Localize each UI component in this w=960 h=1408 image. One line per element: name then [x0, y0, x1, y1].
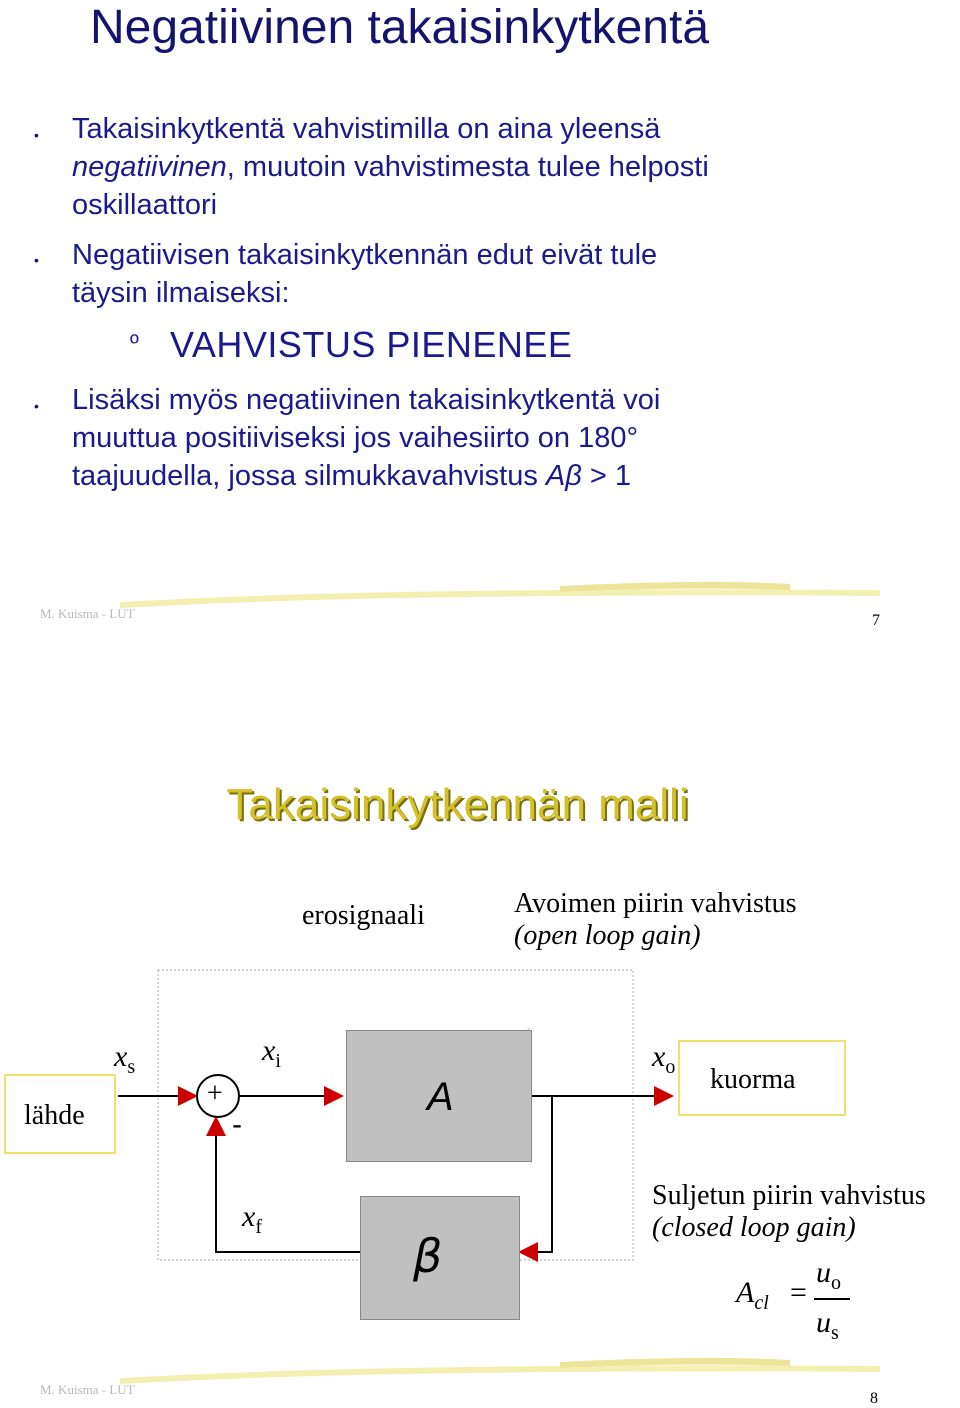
beta-symbol: β [413, 1229, 443, 1283]
formula-numerator [816, 1256, 841, 1295]
bullet-1 [72, 110, 932, 224]
formula-lhs-sub: cl [754, 1292, 769, 1314]
formula-den-symbol: u [816, 1306, 831, 1339]
label-closed-loop-line-2: (closed loop gain) [652, 1212, 856, 1243]
label-closed-loop [652, 1180, 926, 1244]
slide-title: Takaisinkytkennän malli [226, 780, 689, 829]
bullet-3-line-2: muuttua positiiviseksi jos vaihesiirto on 180° [72, 422, 639, 454]
formula-den-sub: s [831, 1322, 839, 1344]
emphasis-text: negatiivinen [72, 151, 227, 183]
bullet-1-line-3: oskillaattori [72, 189, 218, 221]
label-open-loop-line-1: Avoimen piirin vahvistus [514, 888, 797, 919]
bullet-3-line-1: Lisäksi myös negatiivinen takaisinkytkentä voi [72, 384, 661, 416]
signal-xf-sub: f [255, 1216, 262, 1238]
formula-lhs [736, 1276, 769, 1315]
bullet-1-line-2-rest: , muutoin vahvistimesta tulee helposti [226, 151, 709, 183]
feedback-block [360, 1196, 520, 1320]
formula-denominator [816, 1306, 839, 1345]
signal-xi [262, 1034, 281, 1073]
label-open-loop [514, 888, 797, 952]
footer-author: M. Kuisma - LUT [40, 1382, 135, 1397]
bullet-2-line-2: täysin ilmaiseksi: [72, 277, 290, 309]
plus-sign: + [207, 1078, 223, 1109]
bullet-3-line-3 [72, 457, 932, 495]
bullet-dot: • [34, 252, 39, 268]
bullet-dot: • [34, 127, 39, 143]
signal-xs-symbol: x [114, 1040, 128, 1073]
bullet-dot: • [34, 398, 39, 414]
signal-xf [242, 1200, 262, 1239]
signal-xf-symbol: x [242, 1200, 256, 1233]
signal-xo [652, 1040, 675, 1079]
signal-xi-symbol: x [262, 1034, 276, 1067]
footer-author: M. Kuisma - LUT [40, 606, 135, 621]
signal-xs-sub: s [127, 1056, 136, 1078]
signal-xo-symbol: x [652, 1040, 666, 1073]
amplifier-symbol: A [427, 1075, 454, 1119]
formula-lhs-symbol: A [736, 1276, 755, 1309]
formula-equals: = [790, 1276, 807, 1309]
loop-gain-symbol: Aβ [545, 460, 582, 492]
signal-xo-sub: o [665, 1056, 676, 1078]
bullet-1-line-1: Takaisinkytkentä vahvistimilla on aina yleensä [72, 113, 661, 145]
page-number: 8 [870, 1390, 878, 1407]
source-label: lähde [24, 1100, 85, 1131]
bullet-3 [72, 381, 932, 495]
footer-swoosh [0, 580, 960, 620]
label-open-loop-line-2: (open loop gain) [514, 920, 701, 951]
bullet-3-line-3-post: > 1 [581, 460, 632, 492]
formula-num-sub: o [831, 1272, 841, 1294]
bullet-2-line-1: Negatiivisen takaisinkytkennän edut eivät tule [72, 239, 658, 271]
formula-num-symbol: u [816, 1256, 831, 1289]
sub-bullet-text: VAHVISTUS PIENENEE [170, 324, 573, 365]
page-number: 7 [872, 612, 880, 629]
footer-swoosh [0, 1356, 960, 1396]
bullet-1-line-2 [72, 148, 932, 186]
fraction-bar [814, 1298, 850, 1300]
label-error-signal: erosignaali [302, 900, 425, 931]
bullet-3-line-3-pre: taajuudella, jossa silmukkavahvistus [72, 460, 546, 492]
load-label: kuorma [710, 1064, 796, 1095]
load-box [678, 1040, 846, 1116]
amplifier-block [346, 1030, 532, 1162]
slide-title: Negatiivinen takaisinkytkentä [90, 1, 710, 54]
bullet-2 [72, 236, 932, 312]
sub-bullet-marker: º [130, 330, 139, 357]
minus-sign: - [232, 1108, 242, 1141]
signal-xi-sub: i [275, 1050, 281, 1072]
label-closed-loop-line-1: Suljetun piirin vahvistus [652, 1180, 926, 1211]
source-box [4, 1074, 116, 1154]
signal-xs [114, 1040, 135, 1079]
